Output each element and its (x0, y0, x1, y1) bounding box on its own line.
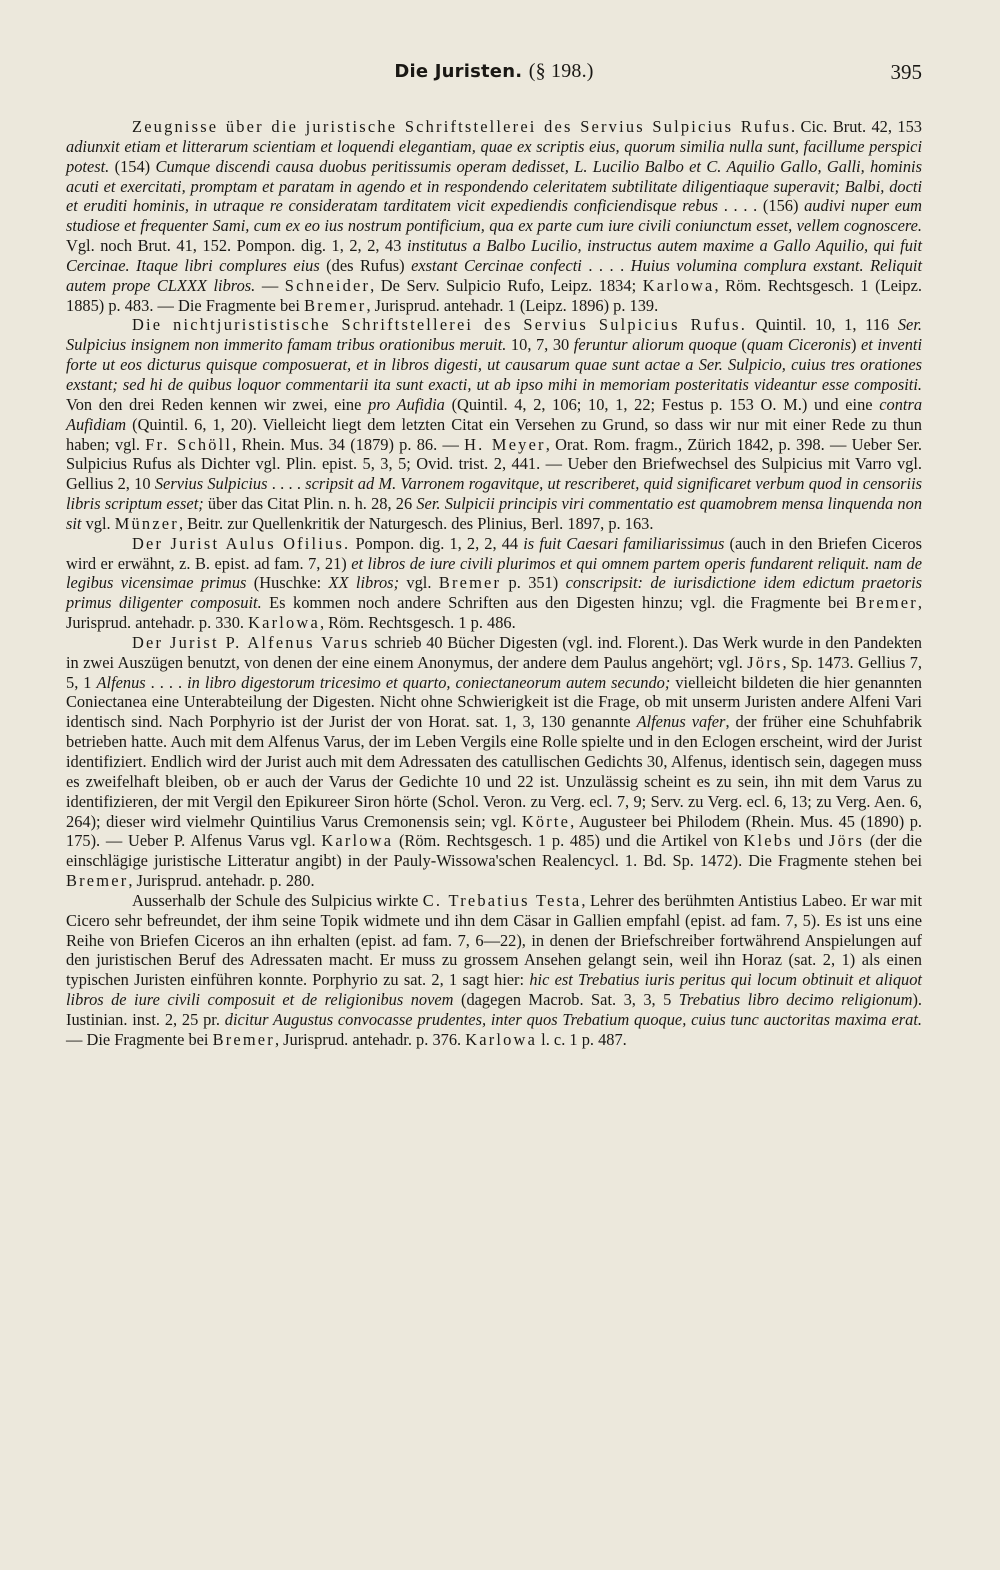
latin-quotation: in libro digestorum tricesimo et quarto, coniectaneorum autem secundo; (187, 672, 671, 692)
text-run: Quintil. 10, 1, 116 (747, 315, 898, 335)
spaced-emphasis: Der Jurist P. Alfenus Varus (132, 632, 370, 652)
spaced-emphasis: Bremer (66, 871, 129, 891)
text-run: über das Citat Plin. n. h. 28, 26 (203, 494, 417, 514)
chapter-title: Die Juristen. (394, 61, 523, 82)
latin-quotation: hic est Trebatius iuris peritus qui locum obtinuit et aliquot libros de iure civili composuit et de religionibus novem (66, 970, 922, 1010)
text-run: . . . . (156) (718, 196, 805, 216)
latin-quotation: audivi nuper eum studiose et frequenter Sami, cum ex eo ius nostrum pontificium, qua ex parte cum iure civili coniunctum esset, vellem cognoscere. (66, 196, 923, 236)
text-run: , Rhein. Mus. 34 (1879) p. 86. — (232, 434, 465, 454)
text-run: , Sp. 1473. Gellius 7, 5, 1 (66, 652, 923, 692)
latin-quotation: pro Aufidia (368, 394, 445, 414)
text-run: l. c. 1 p. 487. (537, 1029, 627, 1049)
body-text (66, 117, 922, 1050)
paragraph-alfenus-varus (66, 633, 922, 891)
spaced-emphasis: Fr. Schöll (145, 434, 233, 454)
text-run: vielleicht bildeten die hier genannten Coniectanea eine Unterabteilung der Digesten. Nicht ohne Schwierigkeit ist die Frage, ob mit unserm Juristen andere Alfeni Vari identisch sind. Nach Porphyrio ist der Jurist der von Horat. sat. 1, 3, 130 genannte (66, 672, 922, 732)
spaced-emphasis: Die nichtjurististische Schriftstellerei des Servius Sulpicius Rufus. (132, 315, 748, 335)
spaced-emphasis: H. Meyer (464, 434, 546, 454)
text-run: , der früher eine Schuhfabrik betrieben hatte. Auch mit dem Alfenus Varus, der im Leben Vergils eine Rolle spielte und in den Eclogen erscheint, wird der Jurist identifiziert. Endlich wird der Jurist auch mit dem Adressaten des catullischen Gedichts 30, Alfenus, identisch sein, dagegen muss es zweifelhaft bleiben, ob er auch der Varus der Gedichte 10 und 22 ist. Unzulässig scheint es zu sein, ihn mit dem Varus zu identifizieren, der mit Vergil den Epikureer Siron hörte (Schol. Veron. zu Verg. ecl. 7, 9; Serv. zu Verg. ecl. 6, 13; zu Verg. Aen. 6, 264); dieser wird vielmehr Quintilius Varus Cremonensis sein; vgl. (66, 712, 922, 831)
text-run: . . . . (581, 255, 631, 275)
latin-quotation: Trebatius libro decimo religionum (678, 990, 913, 1010)
latin-quotation: is fuit Caesari familiarissimus (523, 533, 725, 553)
latin-quotation: Alfenus (96, 672, 146, 692)
text-run: Pompon. dig. 1, 2, 2, 44 (350, 533, 524, 553)
text-run: und (792, 831, 829, 851)
text-run: , Röm. Rechtsgesch. 1 (Leipz. 1885) p. 483. — Die Fragmente bei (66, 275, 923, 315)
spaced-emphasis: Klebs (743, 831, 793, 851)
latin-quotation: institutus a Balbo Lucilio, instructus autem maxime a Gallo Aquilio, qui fuit Cercinae. Itaque libri complures eius (66, 236, 922, 275)
text-run: — (255, 275, 285, 295)
text-run: Ausserhalb der Schule des Sulpicius wirkte (132, 890, 423, 910)
text-run: , Lehrer des berühmten Antistius Labeo. Er war mit Cicero sehr befreundet, der ihm seine Topik widmete und ihn dem Cäsar in Gallien empfahl (epist. ad fam. 7, 5). Es ist uns eine Reihe von Briefen Ciceros an ihn erhalten (epist. ad fam. 7, 6—22), in denen der Briefschreiber fortwährend Anspielungen auf den juristischen Beruf des Adressaten macht. Er muss zu grossem Ansehen gelangt sein, weil ihn Horaz (sat. 2, 1) als einen typischen Juristen einführen konnte. Porphyrio zu sat. 2, 1 sagt hier: (66, 890, 922, 990)
latin-quotation: XX libros; (328, 573, 400, 593)
text-run: , De Serv. Sulpicio Rufo, Leipz. 1834; (370, 275, 643, 295)
paragraph-servius-sulpicius-legal-writings (66, 117, 922, 315)
latin-quotation: adiunxit etiam et litterarum scientiam et loquendi elegantiam, quae ex scriptis eius, quorum similia nulla sunt, facillume perspici potest. (66, 136, 922, 176)
text-run: , Jurisprud. antehadr. p. 330. (66, 593, 922, 633)
text-run: (Quintil. 4, 2, 106; 10, 1, 22; Festus p. 153 O. M.) und eine (444, 394, 880, 414)
text-run: ). Iustinian. inst. 2, 25 pr. (66, 990, 922, 1029)
text-run: — Die Fragmente bei (66, 1029, 213, 1049)
latin-quotation: contra Aufidiam (66, 394, 923, 434)
text-run: , Jurisprud. antehadr. p. 376. (274, 1029, 466, 1049)
spaced-emphasis: Jörs (747, 652, 783, 672)
paragraph-trebatius-testa (66, 891, 922, 1050)
spaced-emphasis: Der Jurist Aulus Ofilius. (132, 533, 351, 553)
text-run: , Jurisprud. antehadr. 1 (Leipz. 1896) p. 139. (366, 295, 659, 315)
text-run: , Augusteer bei Philodem (Rhein. Mus. 45 (1890) p. 175). — Ueber P. Alfenus Varus vgl. (66, 811, 922, 851)
spaced-emphasis: Karlowa (642, 275, 715, 295)
text-run: (des Rufus) (319, 255, 412, 275)
text-run: (auch in den Briefen Ciceros wird er erwähnt, z. B. epist. ad fam. 7, 21) (66, 533, 922, 573)
latin-quotation: dicitur Augustus convocasse prudentes, inter quos Trebatium quoque, cuius tunc auctoritas maxima erat. (224, 1009, 922, 1029)
text-run: ) (850, 335, 861, 355)
latin-quotation: Ser. Sulpicius insignem non immerito famam tribus orationibus meruit. (66, 315, 922, 355)
spaced-emphasis: Schneider (284, 275, 371, 295)
latin-quotation: scripsit ad M. Varronem rogavitque, ut rescriberet, quid significaret verbum quod in censoriis libris scriptum esset; (66, 474, 923, 514)
spaced-emphasis: Münzer (114, 513, 179, 533)
latin-quotation: feruntur aliorum quoque (573, 335, 737, 355)
text-run: , Orat. Rom. fragm., Zürich 1842, p. 398. — Ueber Ser. Sulpicius Rufus als Dichter vgl. Plin. epist. 5, 3, 5; Ovid. trist. 2, 441. — Ueber den Briefwechsel des Sulpicius mit Varro vgl. Gellius 2, 10 (66, 434, 922, 494)
text-run: (Quintil. 6, 1, 20). Vielleicht liegt dem letzten Citat ein Versehen zu Grund, so dass wir nur mit einer Rede zu thun haben; vgl. (66, 414, 922, 454)
latin-quotation: Huius volumina complura exstant. Reliquit autem prope CLXXX libros. (66, 255, 922, 295)
running-title (66, 60, 922, 83)
spaced-emphasis: Karlowa (321, 831, 394, 851)
text-run: . . . . (267, 474, 306, 494)
spaced-emphasis: Zeugnisse über die juristische Schriftstellerei des (132, 117, 581, 136)
text-run: ( (736, 335, 747, 355)
spaced-emphasis: Körte (521, 811, 571, 831)
latin-quotation: quam Ciceronis (746, 335, 851, 355)
latin-quotation: Alfenus vafer (636, 712, 726, 732)
text-run: , Röm. Rechtsgesch. 1 p. 486. (319, 613, 516, 633)
spaced-emphasis: Bremer (438, 573, 502, 593)
text-run: vgl. (399, 573, 439, 593)
section-reference: (§ 198.) (528, 60, 594, 82)
spaced-emphasis: Karlowa (248, 613, 320, 633)
paragraph-aulus-ofilius (66, 534, 922, 633)
text-run: (der die einschlägige juristische Litteratur angibt) in der Pauly-Wissowa'schen Realencycl. 1. Bd. Sp. 1472). Die Fragmente stehen bei (66, 831, 923, 871)
text-run: (dagegen Macrob. Sat. 3, 3, 5 (453, 990, 679, 1010)
spaced-emphasis: C. Trebatius Testa (422, 890, 582, 910)
latin-quotation: et inventi forte ut eos dicturus quisque composuerat, et in libros digesti, ut causarum quae sunt actae a Ser. Sulpicio, cuius tres orationes exstant; sed hi de quibus loquor commentarii ita sunt exacti, ut ab ipso mihi in memoriam posteritatis videantur esse compositi. (66, 335, 922, 394)
text-run: . . . . (145, 672, 188, 692)
text-run: (Huschke: (246, 573, 329, 593)
text-run: (Röm. Rechtsgesch. 1 p. 485) und die Artikel von (393, 831, 744, 851)
spaced-emphasis: Karlowa (465, 1029, 538, 1049)
spaced-emphasis: Jörs (828, 831, 865, 851)
latin-quotation: Cumque discendi causa duobus peritissumis operam dedisset, L. Lucilio Balbo et C. Aquilio Gallo, Galli, hominis acuti et exercitati, promptam et paratam in agendo et in respondendo celeritatem subtilitate diligentiaque superavit; Balbi, docti et eruditi hominis, in utraque re consideratam tarditatem vicit expediendis conficiendisque rebus (66, 156, 922, 216)
text-run: , Jurisprud. antehadr. p. 280. (128, 871, 315, 891)
paragraph-servius-sulpicius-other-writings (66, 315, 922, 533)
text-run: (154) (109, 156, 156, 176)
spaced-emphasis: Servius Sulpicius Rufus (580, 117, 792, 136)
text-run: Von den drei Reden kennen wir zwei, eine (66, 394, 369, 414)
text-run: , Beitr. zur Quellenkritik der Naturgesch. des Plinius, Berl. 1897, p. 163. (178, 513, 654, 533)
latin-quotation: conscripsit: de iurisdictione idem edictum praetoris primus diligenter composuit. (66, 573, 922, 613)
running-header (66, 60, 922, 90)
page-number: 395 (890, 60, 922, 84)
latin-quotation: Servius Sulpicius (154, 474, 268, 494)
spaced-emphasis: Bremer (212, 1029, 275, 1049)
latin-quotation: exstant Cercinae confecti (411, 255, 582, 275)
latin-quotation: Ser. Sulpicii principis viri commentatio est quamobrem mensa linquenda non sit (66, 494, 923, 533)
text-run: . Cic. Brut. 42, 153 (791, 117, 922, 136)
text-run: 10, 7, 30 (506, 335, 574, 355)
latin-quotation: et libros de iure civili plurimos et qui omnem partem operis fundarent reliquit. nam de legibus vicensimae primus (66, 553, 922, 593)
spaced-emphasis: Bremer (855, 593, 918, 613)
text-run: vgl. (81, 513, 115, 533)
text-run: schrieb 40 Bücher Digesten (vgl. ind. Florent.). Das Werk wurde in den Pandekten in zwei Auszügen benutzt, von denen der eine einem Anonymus, der andere dem Paulus angehört; vgl. (66, 632, 922, 672)
text-run: p. 351) (501, 573, 566, 593)
text-run: Es kommen noch andere Schriften aus den Digesten hinzu; vgl. die Fragmente bei (261, 593, 856, 613)
text-run: Vgl. noch Brut. 41, 152. Pompon. dig. 1, 2, 2, 43 (66, 236, 407, 256)
spaced-emphasis: Bremer (304, 295, 367, 315)
